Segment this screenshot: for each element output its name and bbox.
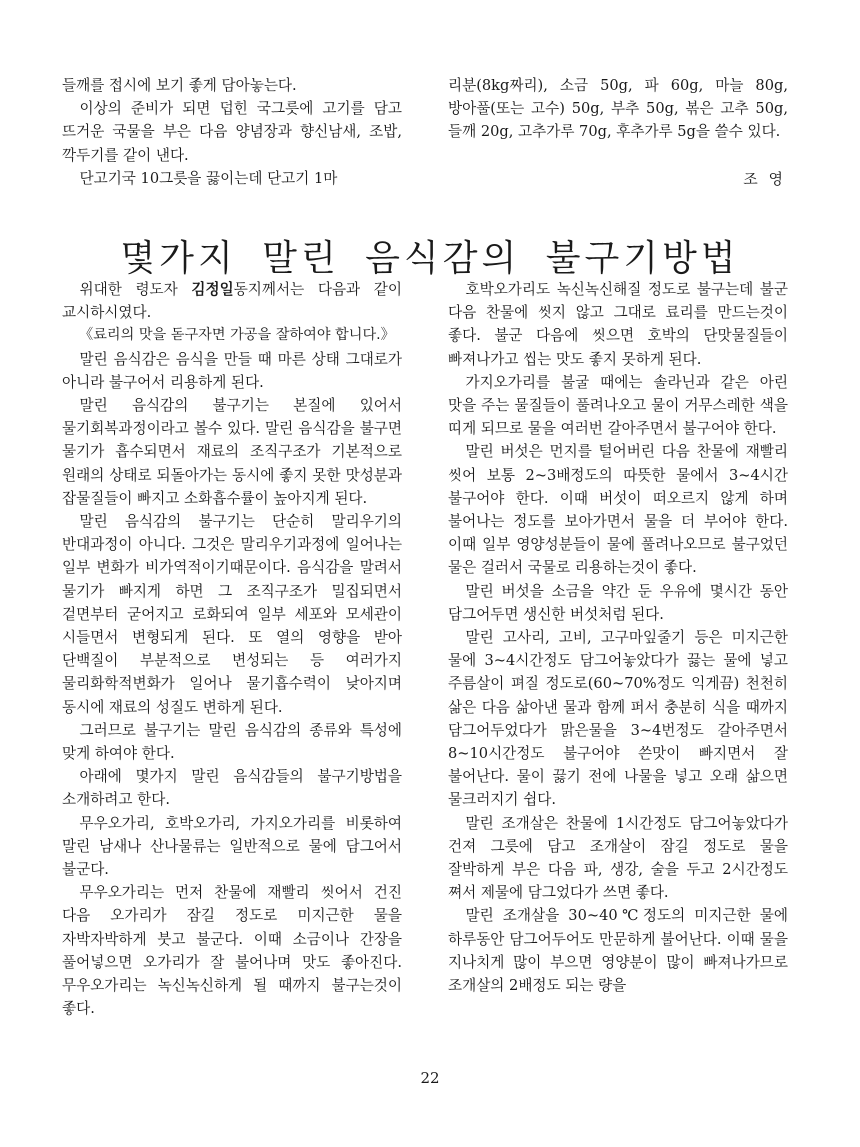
intro-text-end: 동지께서는 다음과 같이 교시하시였다. [62, 281, 402, 322]
paragraph: 리분(8kg짜리), 소금 50g, 파 60g, 마늘 80g, 방아풀(또는 고수) 50g, 부추 50g, 볶은 고추 50g, 들깨 20g, 고추가루 70g, 후추가루 5g을 쓸수 있다. [448, 77, 788, 141]
paragraph: 아래에 몇가지 말린 음식감들의 불구기방법을 소개하려고 한다. [62, 768, 402, 809]
intro-text: 위대한 령도자 [79, 281, 192, 298]
top-left-column [62, 74, 402, 190]
paragraph: 호박오가리도 녹신녹신해질 정도로 불구는데 불군 다음 찬물에 씻지 않고 그대로 료리를 만드는것이 좋다. 불군 다음에 씻으면 호박의 단맛물질들이 빠져나가고 씹는 맛도 좋지 못하게 된다. [448, 281, 788, 368]
paragraph: 말린 음식감의 불구기는 단순히 말리우기의 반대과정이 아니다. 그것은 말리우기과정에 일어나는 일부 변화가 비가역적이기때문이다. 음식감을 말려서 물기가 빠지게 하면 그 조직구조가 밀집되면서 겉면부터 굳어지고 로화되여 일부 세포와 모세관이 시들면서 변형되게 된다. 또 열의 영향을 받아 단백질이 부분적으로 변성되는 등 여러가지 물리화학적변화가 일어나 물기흡수력이 낮아지며 동시에 재료의 성질도 변하게 된다. [62, 513, 402, 716]
leader-name: 김정일 [191, 281, 234, 298]
paragraph: 말린 조개살을 30~40℃정도의 미지근한 물에 하루동안 담그어두어도 만문하게 불어난다. 이때 물을 지나치게 많이 부으면 영양분이 많이 빠져나가므로 조개살의 2배정도 되는 량을 [448, 907, 788, 995]
intro-paragraph [62, 278, 402, 324]
paragraph: 말린 음식감은 음식을 만들 때 마른 상태 그대로가 아니라 불구어서 리용하게 된다. [62, 350, 402, 391]
body-left-column [62, 278, 402, 1021]
paragraph: 단고기국 10그릇을 끓이는데 단고기 1마 [79, 169, 338, 187]
paragraph: 무우오가리는 먼저 찬물에 재빨리 씻어서 건진 다음 오가리가 잠길 정도로 미지근한 물을 자박자박하게 붓고 불군다. 이때 소금이나 간장을 풀어넣으면 오가리가 잘 불어나며 맛도 좋아진다. 무우오가리는 녹신녹신하게 될 때까지 불구는것이 좋다. [62, 884, 402, 1018]
paragraph: 가지오가리를 불굴 때에는 솔라닌과 같은 아린 맛을 주는 물질들이 풀려나오고 물이 거무스레한 색을 띠게 되므로 물을 여러번 갈아주면서 불구어야 한다. [448, 373, 788, 438]
quotation: 《료리의 맛을 돋구자면 가공을 잘하여야 합니다.》 [79, 327, 395, 344]
paragraph: 무우오가리, 호박오가리, 가지오가리를 비롯하여 말린 남새나 산나물류는 일반적으로 물에 담그어서 불군다. [62, 814, 402, 879]
article-title: 몇가지 말린 음식감의 불구기방법 [120, 238, 740, 280]
paragraph: 말린 버섯을 소금을 약간 둔 우유에 몇시간 동안 담그어두면 생신한 버섯처럼 된다. [448, 582, 788, 623]
paragraph: 그러므로 불구기는 말린 음식감의 종류와 특성에 맞게 하여야 한다. [62, 721, 402, 763]
paragraph: 말린 고사리, 고비, 고구마잎줄기 등은 미지근한 물에 3~4시간정도 담그어놓았다가 끓는 물에 넣고 주름살이 펴질 정도로(60~70%정도 익게끔) 천천히 삶은 다음 삶아낸 물과 함께 퍼서 충분히 식을 때까지 담그어두었다가 맑은물을 3~4번정도 갈아주면서 8~10시간정도 불구어야 쓴맛이 빠지면서 잘 불어난다. 물이 끓기 전에 나물을 넣고 오래 삶으면 물크러지기 쉽다. [448, 629, 788, 809]
paragraph: 말린 버섯은 먼지를 털어버린 다음 찬물에 재빨리 씻어 보통 2~3배정도의 따뜻한 물에서 3~4시간 불구어야 한다. 이때 버섯이 떠오르지 않게 하며 불어나는 정도를 보아가면서 물을 더 부어야 한다. 이때 일부 영양성분들이 물에 풀려나오므로 불구었던 물은 걸러서 국물로 리용하는것이 좋다. [448, 443, 788, 577]
paragraph: 들깨를 접시에 보기 좋게 담아놓는다. [62, 77, 297, 94]
paragraph: 이상의 준비가 되면 덥힌 국그릇에 고기를 담고 뜨거운 국물을 부은 다음 양념장과 향신남새, 조밥, 깍두기를 같이 낸다. [62, 100, 402, 164]
body-right-column [448, 278, 788, 997]
top-right-column [448, 74, 788, 144]
page-number: 22 [420, 1069, 440, 1087]
paragraph: 말린 음식감의 불구기는 본질에 있어서 물기회복과정이라고 볼수 있다. 말린 음식감을 불구면 물기가 흡수되면서 재료의 조직구조가 기본적으로 원래의 상태로 되돌아가는 동시에 좋지 못한 맛성분과 잡물질들이 빠지고 소화흡수률이 높아지게 된다. [62, 397, 402, 507]
article-author: 조 영 [743, 170, 786, 188]
paragraph: 말린 조개살은 찬물에 1시간정도 담그어놓았다가 건져 그릇에 담고 조개살이 잠길 정도로 물을 잘박하게 부은 다음 파, 생강, 술을 두고 2시간정도 쪄서 제물에 담그었다가 쓰면 좋다. [448, 814, 788, 902]
